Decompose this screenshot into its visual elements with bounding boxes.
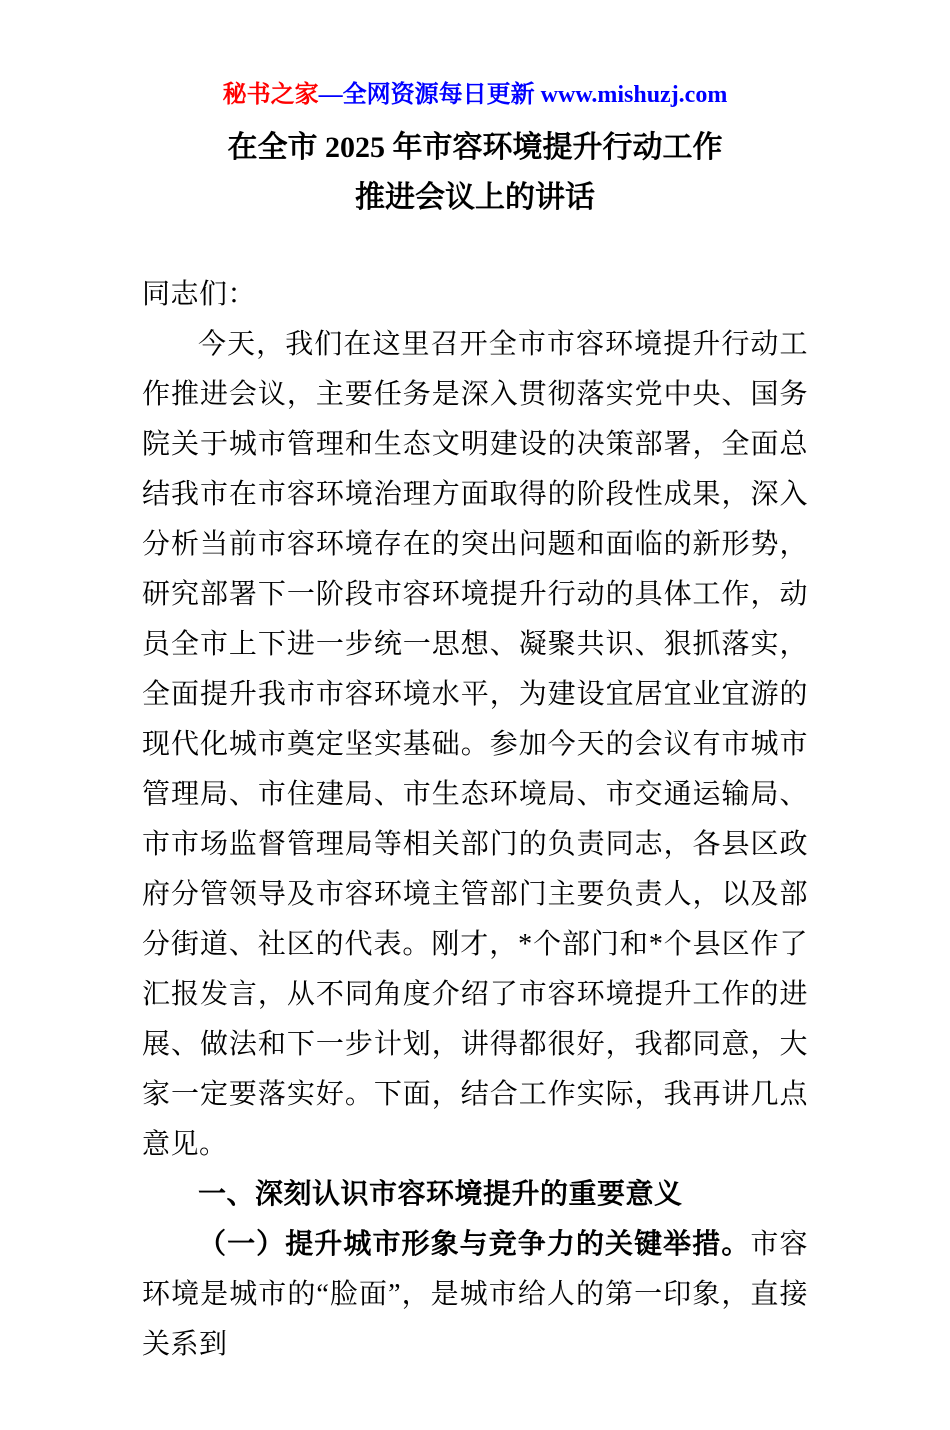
- site-name: 秘书之家: [222, 82, 319, 108]
- section-heading-1: 一、深刻认识市容环境提升的重要意义: [198, 1179, 683, 1210]
- site-header: [142, 80, 808, 110]
- subsection-heading-1: （一）提升城市形象与竞争力的关键举措。: [198, 1229, 751, 1260]
- opening-paragraph: 今天，我们在这里召开全市市容环境提升行动工作推进会议，主要任务是深入贯彻落实党中央、国务院关于城市管理和生态文明建设的决策部署，全面总结我市在市容环境治理方面取得的阶段性成果，深入分析当前市容环境存在的突出问题和面临的新形势，研究部署下一阶段市容环境提升行动的具体工作，动员全市上下进一步统一思想、凝聚共识、狠抓落实，全面提升我市市容环境水平，为建设宜居宜业宜游的现代化城市奠定坚实基础。参加今天的会议有市城市管理局、市住建局、市生态环境局、市交通运输局、市市场监督管理局等相关部门的负责同志，各县区政府分管领导及市容环境主管部门主要负责人，以及部分街道、社区的代表。刚才，*个部门和*个县区作了汇报发言，从不同角度介绍了市容环境提升工作的进展、做法和下一步计划，讲得都很好，我都同意，大家一定要落实好。下面，结合工作实际，我再讲几点意见。: [142, 329, 808, 1160]
- site-url-link[interactable]: www.mishuzj.com: [540, 82, 728, 108]
- document-body: [142, 270, 808, 1370]
- document-title-line2: 推进会议上的讲话: [355, 181, 595, 214]
- salutation: 同志们：: [142, 279, 257, 310]
- subsection-paragraph-1: [142, 1220, 808, 1370]
- site-tagline: —全网资源每日更新: [318, 82, 541, 108]
- document-title: [142, 123, 808, 223]
- subsection-text-1: 市容环境是城市的“脸面”，是城市给人的第一印象，直接关系到: [142, 1229, 808, 1360]
- document-title-line1: 在全市 2025 年市容环境提升行动工作: [227, 131, 723, 164]
